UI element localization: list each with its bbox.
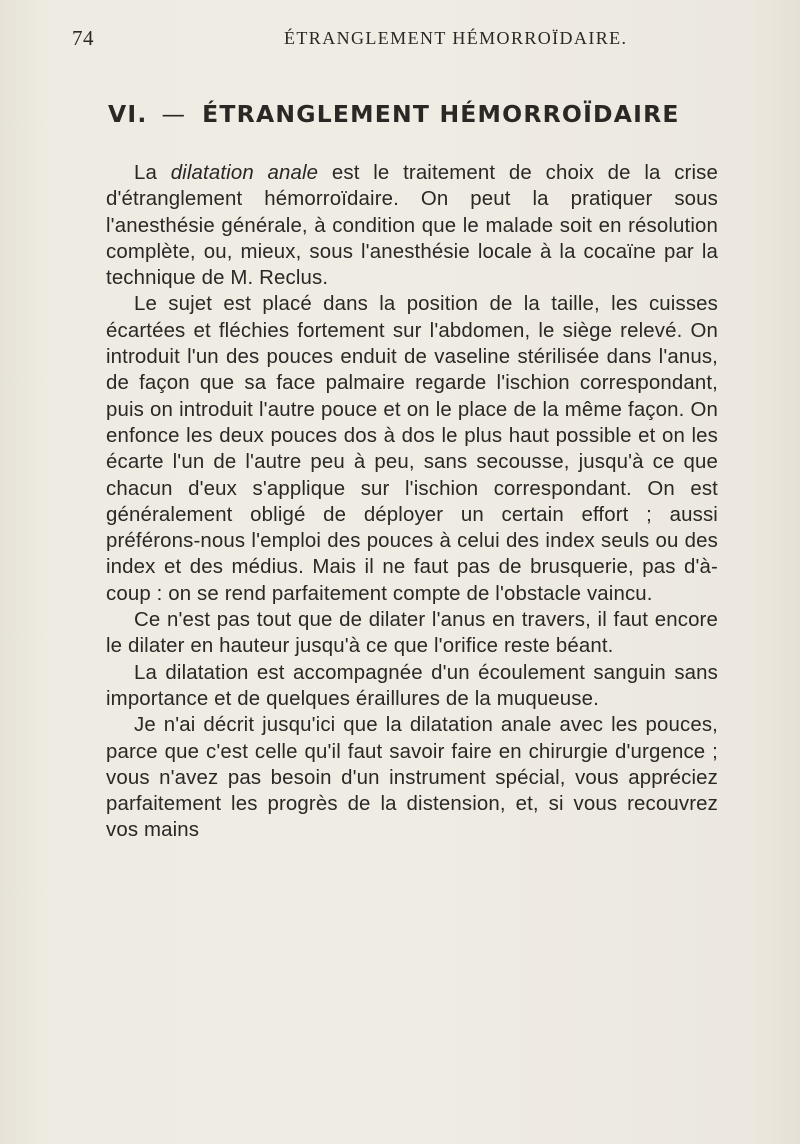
paragraph: La dilatation est accompagnée d'un écoulement sanguin sans importance et de quelques éraillures de la muqueuse. (106, 661, 718, 710)
paragraph: Le sujet est placé dans la position de la taille, les cuisses écartées et fléchies fortement sur l'abdomen, le siège relevé. On introduit l'un des pouces enduit de vaseline stérilisée dans l'anus, de façon que sa face palmaire regarde l'ischion correspondant, puis on introduit l'autre pouce et on le place de la même façon. On enfonce les deux pouces dos à dos le plus haut possible et on les écarte l'un de l'autre peu à peu, sans secousse, jusqu'à ce que chacun d'eux s'applique sur l'ischion correspondant. On est généralement obligé de déployer un certain effort ; aussi préférons-nous l'emploi des pouces à celui des index seuls ou des index et des médius. Mais il ne faut pas de brusquerie, pas d'à-coup : on se rend parfaitement compte de l'obstacle vaincu. (106, 293, 718, 605)
chapter-dash: — (161, 100, 187, 128)
page-number: 74 (72, 26, 94, 50)
emphasis-term: dilatation anale (170, 162, 319, 184)
paragraph: Ce n'est pas tout que de dilater l'anus en travers, il faut encore le dilater en hauteur jusqu'à ce que l'orifice reste béant. (106, 609, 718, 658)
chapter-heading (108, 100, 680, 128)
paragraph: Je n'ai décrit jusqu'ici que la dilatation anale avec les pouces, parce que c'est celle qu'il faut savoir faire en chirurgie d'urgence ; vous n'avez pas besoin d'un instrument spécial, vous appréciez parfaitement les progrès de la distension, et, si vous recouvrez vos mains (106, 714, 718, 842)
chapter-number: VI. (108, 100, 148, 128)
paragraph (106, 160, 718, 291)
running-title: ÉTRANGLEMENT HÉMORROÏDAIRE. (284, 28, 628, 48)
running-header (72, 26, 722, 56)
paragraph-lead: La (134, 162, 171, 184)
paragraph-text: est le traitement de choix de la crise d'étranglement hémorroïdaire. On peut la pratiquer sous l'anesthésie générale, à condition que le malade soit en résolution complète, ou, mieux, sous l'anesthésie locale à la cocaïne par la technique de M. Reclus. (106, 162, 718, 290)
chapter-title: ÉTRANGLEMENT HÉMORROÏDAIRE (202, 100, 680, 128)
body-text (106, 160, 718, 844)
